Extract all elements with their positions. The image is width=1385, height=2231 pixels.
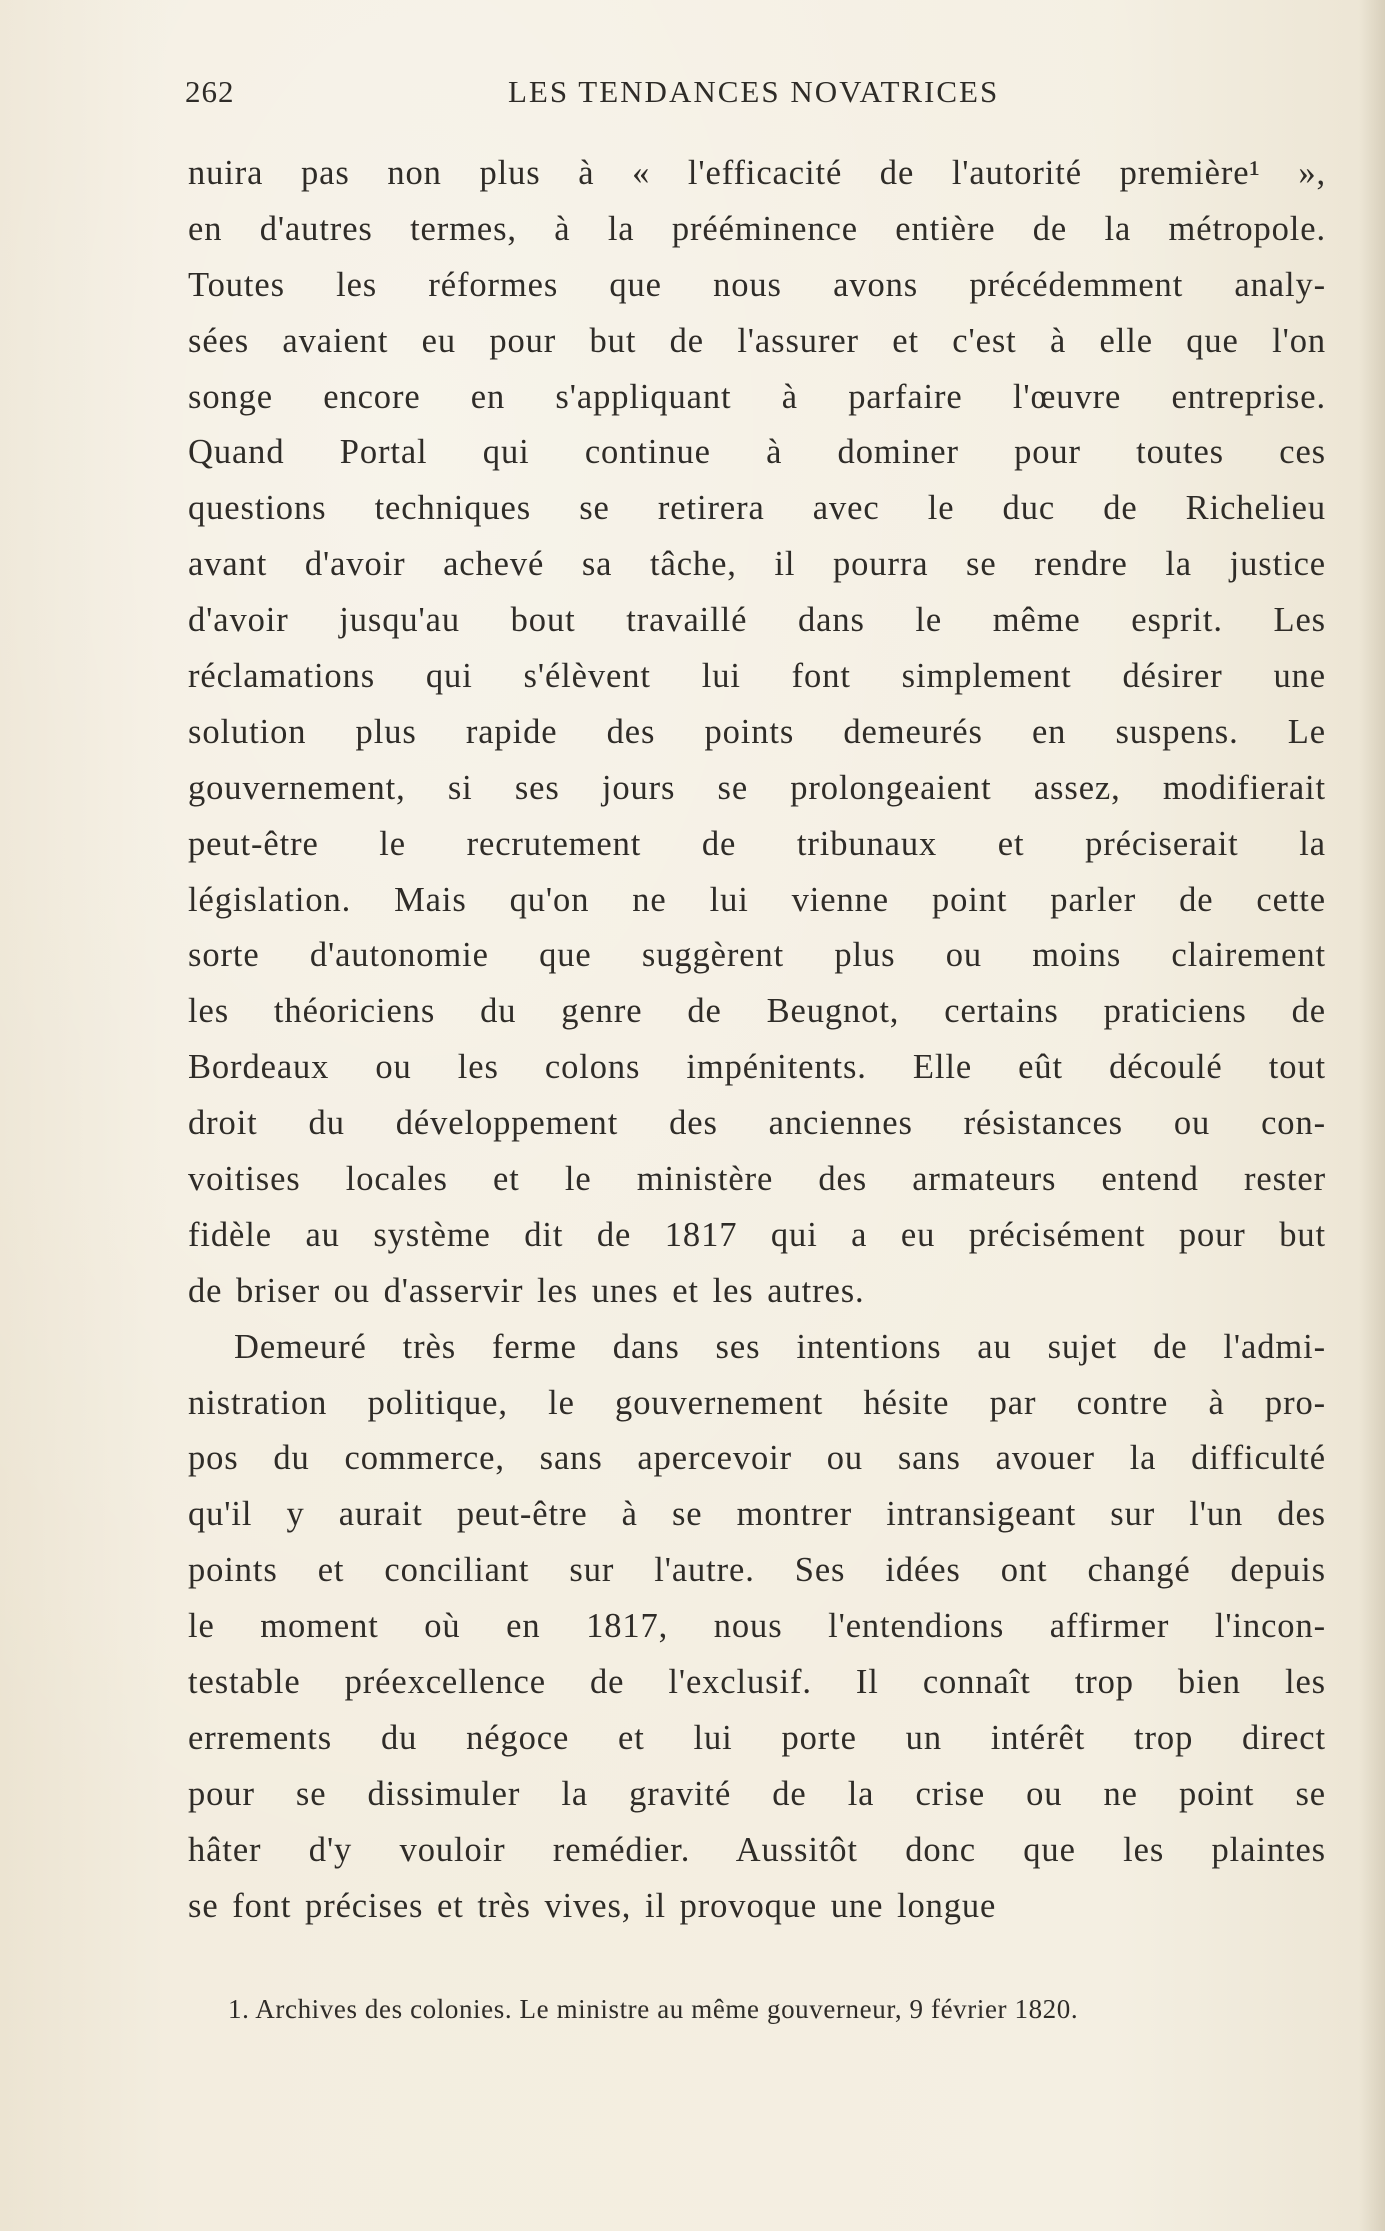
paragraph-2	[188, 1320, 1326, 1935]
text-line: nistration politique, le gouvernement hésite par contre à pro-	[188, 1383, 1326, 1422]
page-header	[185, 74, 1345, 114]
text-line: errements du négoce et lui porte un intérêt trop direct	[188, 1718, 1326, 1757]
footnote: 1. Archives des colonies. Le ministre au même gouverneur, 9 février 1820.	[228, 1994, 1079, 2024]
text-line: pour se dissimuler la gravité de la crise ou ne point se	[188, 1774, 1326, 1813]
text-line: pos du commerce, sans apercevoir ou sans avouer la difficulté	[188, 1439, 1326, 1478]
text-line: questions techniques se retirera avec le duc de Richelieu	[188, 489, 1326, 528]
text-line: en d'autres termes, à la prééminence entière de la métropole.	[188, 209, 1326, 248]
text-line: le moment où en 1817, nous l'entendions affirmer l'incon-	[188, 1607, 1326, 1646]
text-line: avant d'avoir achevé sa tâche, il pourra se rendre la justice	[188, 545, 1326, 584]
text-line: les théoriciens du genre de Beugnot, certains praticiens de	[188, 992, 1326, 1031]
text-line: droit du développement des anciennes résistances ou con-	[188, 1104, 1326, 1143]
text-line: testable préexcellence de l'exclusif. Il connaît trop bien les	[188, 1663, 1326, 1702]
body-text	[188, 146, 1326, 1935]
text-line: solution plus rapide des points demeurés en suspens. Le	[188, 712, 1326, 751]
page-number: 262	[185, 74, 235, 109]
text-line: songe encore en s'appliquant à parfaire l'œuvre entreprise.	[188, 377, 1326, 416]
text-line: réclamations qui s'élèvent lui font simplement désirer une	[188, 657, 1326, 696]
paragraph-1	[188, 146, 1326, 1320]
text-line: Bordeaux ou les colons impénitents. Elle eût découlé tout	[188, 1048, 1326, 1087]
text-line: fidèle au système dit de 1817 qui a eu précisément pour but	[188, 1215, 1326, 1254]
text-line: se font précises et très vives, il provoque une longue	[188, 1886, 997, 1925]
text-line: Toutes les réformes que nous avons précédemment analy-	[188, 265, 1326, 304]
text-line: qu'il y aurait peut-être à se montrer intransigeant sur l'un des	[188, 1495, 1326, 1534]
text-line: hâter d'y vouloir remédier. Aussitôt donc que les plaintes	[188, 1830, 1326, 1869]
text-line: sorte d'autonomie que suggèrent plus ou moins clairement	[188, 936, 1326, 975]
text-line: peut-être le recrutement de tribunaux et préciserait la	[188, 824, 1326, 863]
text-line: nuira pas non plus à « l'efficacité de l'autorité première¹ »,	[188, 154, 1326, 192]
text-line: gouvernement, si ses jours se prolongeaient assez, modifierait	[188, 768, 1326, 807]
running-head: LES TENDANCES NOVATRICES	[508, 74, 1000, 109]
page-edge-shadow	[1359, 0, 1385, 2231]
text-line: Quand Portal qui continue à dominer pour toutes ces	[188, 433, 1326, 472]
text-line: d'avoir jusqu'au bout travaillé dans le même esprit. Les	[188, 601, 1326, 640]
text-line: législation. Mais qu'on ne lui vienne point parler de cette	[188, 880, 1326, 919]
text-line: voitises locales et le ministère des armateurs entend rester	[188, 1160, 1326, 1199]
text-line: de briser ou d'asservir les unes et les autres.	[188, 1271, 865, 1310]
text-line: sées avaient eu pour but de l'assurer et c'est à elle que l'on	[188, 321, 1326, 360]
text-line: Demeuré très ferme dans ses intentions au sujet de l'admi-	[234, 1327, 1326, 1366]
text-line: points et conciliant sur l'autre. Ses idées ont changé depuis	[188, 1551, 1326, 1590]
